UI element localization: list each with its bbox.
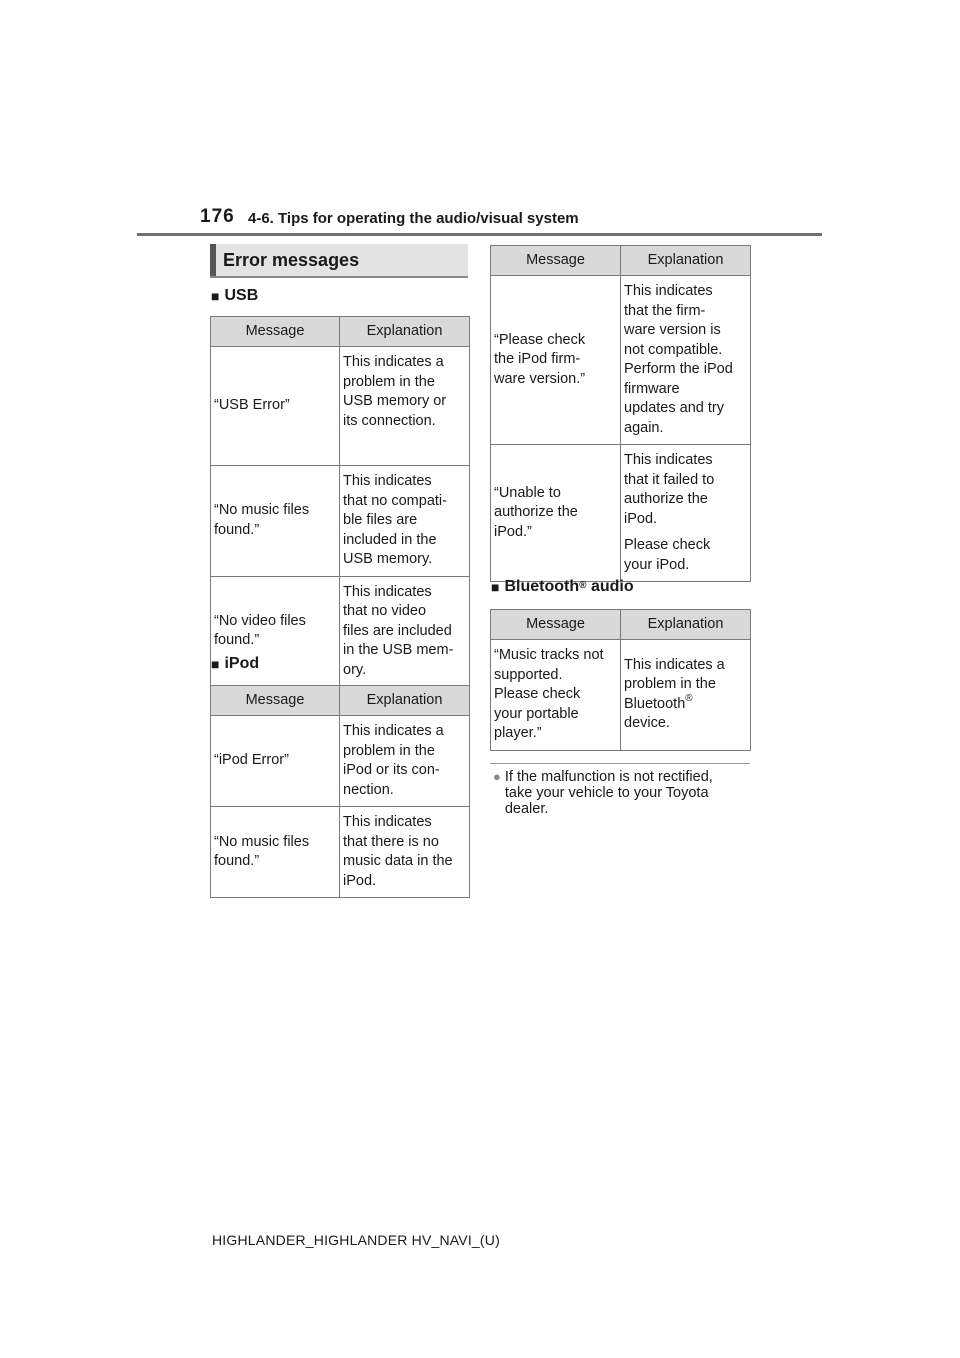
column-header-explanation: Explanation <box>340 317 470 347</box>
column-header-message: Message <box>491 246 621 276</box>
explanation-cell: This indicates that the firm- ware version is not compatible. Perform the iPod firmware updates and try again. <box>621 276 751 445</box>
circle-bullet-icon: ● <box>493 769 501 784</box>
banner-title: Error messages <box>223 250 360 270</box>
footer-model: HIGHLANDER_HIGHLANDER HV_NAVI_(U) <box>212 1232 500 1248</box>
banner-accent <box>210 244 216 276</box>
explanation-cell: This indicates a problem in the Bluetooth® device. <box>621 640 751 751</box>
column-header-explanation: Explanation <box>621 610 751 640</box>
table-header-row <box>211 317 470 347</box>
message-cell: “iPod Error” <box>211 716 340 807</box>
table-header-row <box>491 610 751 640</box>
square-bullet-icon: ■ <box>211 656 220 672</box>
table-row <box>491 445 751 582</box>
explanation-cell: This indicates that no video files are included in the USB mem- ory. <box>340 576 470 687</box>
explanation-cell: This indicates that no compati- ble files are included in the USB memory. <box>340 466 470 577</box>
square-bullet-icon: ■ <box>491 579 500 595</box>
ipod-table <box>210 685 470 898</box>
table-row <box>491 640 751 751</box>
note-rule <box>490 763 750 764</box>
table-row <box>491 276 751 445</box>
ipod-heading-text: iPod <box>224 655 260 672</box>
message-cell: “No music files found.” <box>211 466 340 577</box>
note-text: If the malfunction is not rectified, take your vehicle to your Toyota dealer. <box>504 769 713 817</box>
message-cell: “Music tracks not supported. Please check your portable player.” <box>491 640 621 751</box>
note <box>493 769 753 817</box>
column-header-message: Message <box>211 686 340 716</box>
header-rule <box>137 233 822 236</box>
explanation-cell: This indicates a problem in the USB memory or its connection. <box>340 347 470 466</box>
bluetooth-heading-text: Bluetooth <box>504 578 580 595</box>
column-header-message: Message <box>211 317 340 347</box>
ipod-heading <box>211 655 259 673</box>
bluetooth-table <box>490 609 751 751</box>
message-cell: “No video files found.” <box>211 576 340 687</box>
column-header-message: Message <box>491 610 621 640</box>
usb-heading <box>211 287 258 305</box>
page-number: 176 <box>200 206 235 227</box>
explanation-cell: This indicates that it failed to authorize the iPod. Please check your iPod. <box>621 445 751 582</box>
message-cell: “Please check the iPod firm- ware version.” <box>491 276 621 445</box>
table-row <box>211 716 470 807</box>
message-cell: “Unable to authorize the iPod.” <box>491 445 621 582</box>
message-cell: “No music files found.” <box>211 807 340 898</box>
column-header-explanation: Explanation <box>621 246 751 276</box>
square-bullet-icon: ■ <box>211 288 220 304</box>
column-header-explanation: Explanation <box>340 686 470 716</box>
table-row <box>211 347 470 466</box>
message-cell: “USB Error” <box>211 347 340 466</box>
ipod-table-continued <box>490 245 751 582</box>
usb-heading-text: USB <box>224 287 259 304</box>
explanation-cell: This indicates that there is no music data in the iPod. <box>340 807 470 898</box>
table-row <box>211 466 470 577</box>
registered-mark: ® <box>685 692 693 704</box>
usb-table <box>210 316 470 687</box>
section-title: 4-6. Tips for operating the audio/visual system <box>248 210 579 227</box>
bluetooth-heading-suffix: audio <box>586 578 634 595</box>
bluetooth-audio-heading: ■ Bluetooth ® audio <box>491 578 634 595</box>
error-messages-banner <box>210 244 468 278</box>
explanation-cell: This indicates a problem in the iPod or its con- nection. <box>340 716 470 807</box>
table-header-row <box>491 246 751 276</box>
table-row <box>211 807 470 898</box>
table-header-row <box>211 686 470 716</box>
